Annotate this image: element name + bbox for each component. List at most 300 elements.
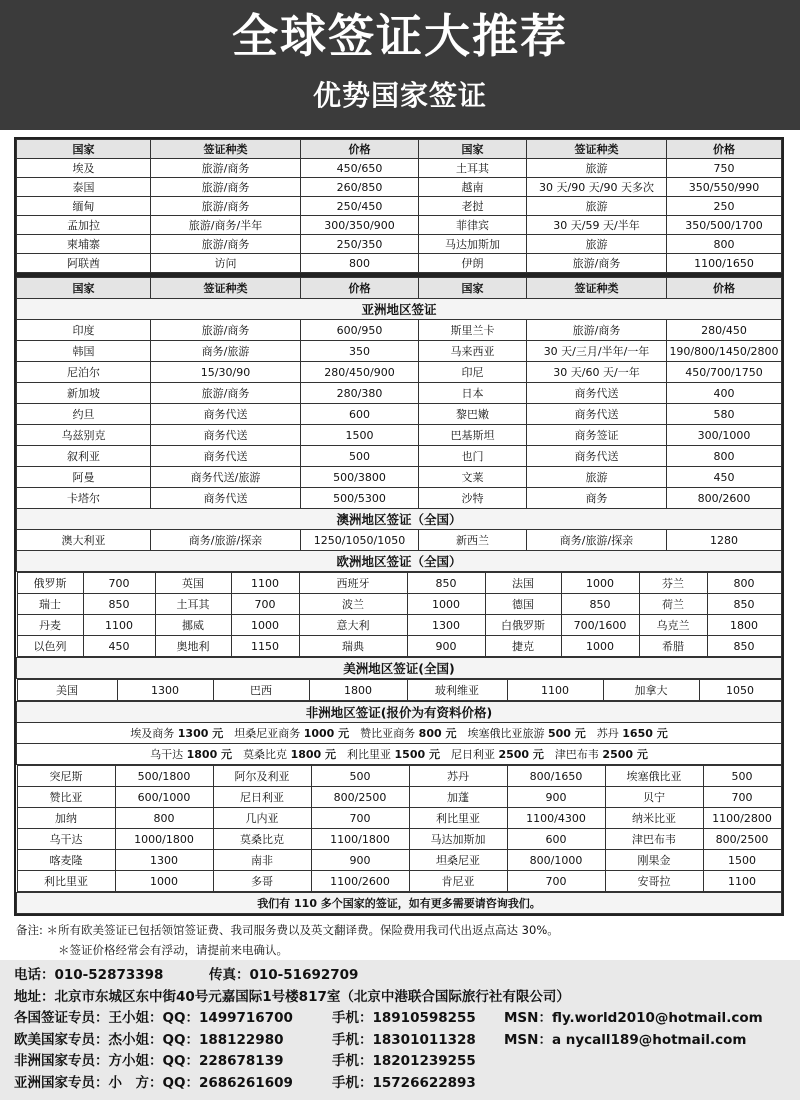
table-row <box>17 235 782 254</box>
table-row <box>17 573 781 594</box>
table-cell: 印尼 <box>419 362 527 383</box>
table-footer-row <box>17 893 782 914</box>
staff-role: 亚洲国家专员：小 方：QQ：2686261609 <box>14 1074 293 1091</box>
table-cell: 1280 <box>667 530 782 551</box>
section-asia-row <box>17 299 782 320</box>
fee-price: 1800 元 <box>186 748 233 761</box>
table-cell: 1100/1650 <box>667 254 782 273</box>
table-cell: 旅游/商务 <box>151 235 301 254</box>
table-cell: 旅游 <box>527 235 667 254</box>
table-row <box>17 425 782 446</box>
table-cell: 450 <box>667 467 782 488</box>
table-cell: 700/1600 <box>561 615 639 636</box>
table-row <box>17 197 782 216</box>
table-cell: 500 <box>311 766 409 787</box>
table-cell: 多哥 <box>213 871 311 892</box>
table-cell: 乌兹别克 <box>17 425 151 446</box>
staff-mobile: 手机：15726622893 <box>332 1074 476 1091</box>
table-cell: 埃及 <box>17 159 151 178</box>
africa-fee-line <box>17 744 782 765</box>
table-cell: 1100/2800 <box>703 808 781 829</box>
nested-row <box>17 572 782 658</box>
table-footer-note: 我们有 110 多个国家的签证，如有更多需要请咨询我们。 <box>17 893 782 914</box>
table-cell: 800/2500 <box>311 787 409 808</box>
fee-price: 2500 元 <box>602 748 648 761</box>
table-cell: 500/1800 <box>115 766 213 787</box>
table-cell: 350/550/990 <box>667 178 782 197</box>
fee-country: 埃塞俄比亚旅游 <box>467 727 548 740</box>
table-cell: 新西兰 <box>419 530 527 551</box>
table-row <box>17 467 782 488</box>
table-cell: 柬埔寨 <box>17 235 151 254</box>
table-cell: 1100/4300 <box>507 808 605 829</box>
table-cell: 900 <box>507 787 605 808</box>
table-cell: 850 <box>561 594 639 615</box>
table-cell: 奥地利 <box>155 636 231 657</box>
nested-cell <box>17 572 782 658</box>
table-cell: 580 <box>667 404 782 425</box>
table-cell: 800 <box>301 254 419 273</box>
table-cell: 坦桑尼亚 <box>409 850 507 871</box>
table-cell: 阿尔及利亚 <box>213 766 311 787</box>
fee-country: 坦桑尼亚商务 <box>234 727 304 740</box>
fee-country: 津巴布韦 <box>554 748 603 761</box>
table-cell: 500/3800 <box>301 467 419 488</box>
table-row <box>17 254 782 273</box>
table-cell: 马来西亚 <box>419 341 527 362</box>
section-europe-row <box>17 551 782 572</box>
table-cell: 俄罗斯 <box>17 573 83 594</box>
table-cell: 希腊 <box>639 636 707 657</box>
table-cell: 尼日利亚 <box>213 787 311 808</box>
table-cell: 1000 <box>561 573 639 594</box>
table-cell: 1050 <box>699 680 781 701</box>
table-cell: 以色列 <box>17 636 83 657</box>
nested-cell <box>17 679 782 702</box>
table-cell: 1250/1050/1050 <box>301 530 419 551</box>
table-cell: 商务代送 <box>527 404 667 425</box>
fee-country: 乌干达 <box>150 748 187 761</box>
table-cell: 30 天/三月/半年/一年 <box>527 341 667 362</box>
table-cell: 越南 <box>419 178 527 197</box>
table-cell: 菲律宾 <box>419 216 527 235</box>
table-row <box>17 159 782 178</box>
table-cell: 阿曼 <box>17 467 151 488</box>
table-cell: 巴西 <box>213 680 309 701</box>
table-row <box>17 178 782 197</box>
table-cell: 喀麦隆 <box>17 850 115 871</box>
table-cell: 450/650 <box>301 159 419 178</box>
table-cell: 15/30/90 <box>151 362 301 383</box>
table-row <box>17 320 782 341</box>
table-cell: 商务/旅游 <box>151 341 301 362</box>
section-america-row <box>17 658 782 679</box>
table-cell: 1000 <box>561 636 639 657</box>
table-cell: 1100 <box>507 680 603 701</box>
table-cell: 丹麦 <box>17 615 83 636</box>
table-cell: 1300 <box>115 850 213 871</box>
table-cell: 300/350/900 <box>301 216 419 235</box>
table-cell: 孟加拉 <box>17 216 151 235</box>
table-cell: 突尼斯 <box>17 766 115 787</box>
table-cell: 文莱 <box>419 467 527 488</box>
table-cell: 日本 <box>419 383 527 404</box>
section-oceania: 澳洲地区签证（全国） <box>17 509 782 530</box>
table-cell: 1300 <box>117 680 213 701</box>
table-cell: 波兰 <box>299 594 407 615</box>
table-cell: 1800 <box>707 615 781 636</box>
fee-country: 赞比亚商务 <box>360 727 419 740</box>
table-cell: 700 <box>507 871 605 892</box>
table-cell: 1500 <box>703 850 781 871</box>
fax: 传真：010-51692709 <box>209 967 359 983</box>
table-cell: 450/700/1750 <box>667 362 782 383</box>
table-cell: 旅游/商务 <box>151 383 301 404</box>
table-cell: 1500 <box>301 425 419 446</box>
table-cell: 意大利 <box>299 615 407 636</box>
column-header: 价格 <box>667 140 782 159</box>
table-cell: 土耳其 <box>155 594 231 615</box>
fee-price: 1650 元 <box>622 727 668 740</box>
table-cell: 巴基斯坦 <box>419 425 527 446</box>
note-1: ＊所有欧美签证已包括领馆签证费、我司服务费以及英文翻译费。保险费用我司代出返点高达 30%。 <box>46 923 559 937</box>
page-title: 全球签证大推荐 <box>232 9 568 63</box>
table-cell: 850 <box>407 573 485 594</box>
table-cell: 700 <box>703 787 781 808</box>
staff-row <box>14 1073 800 1095</box>
table-cell: 30 天/59 天/半年 <box>527 216 667 235</box>
table-cell: 800 <box>667 446 782 467</box>
table-cell: 德国 <box>485 594 561 615</box>
table-cell: 280/380 <box>301 383 419 404</box>
staff-role: 非洲国家专员：方小姐：QQ：228678139 <box>14 1053 284 1069</box>
table-cell: 350 <box>301 341 419 362</box>
table-cell: 商务签证 <box>527 425 667 446</box>
table-cell: 芬兰 <box>639 573 707 594</box>
staff-row <box>14 1008 800 1030</box>
column-header: 价格 <box>667 278 782 299</box>
table-cell: 加纳 <box>17 808 115 829</box>
table-cell: 800 <box>115 808 213 829</box>
table-cell: 商务代送 <box>151 425 301 446</box>
header-banner <box>0 0 800 130</box>
table-cell: 印度 <box>17 320 151 341</box>
table-cell: 安哥拉 <box>605 871 703 892</box>
staff-msn: MSN：fly.world2010@hotmail.com <box>504 1010 763 1026</box>
table-cell: 白俄罗斯 <box>485 615 561 636</box>
table-cell: 850 <box>83 594 155 615</box>
table-cell: 旅游/商务 <box>527 320 667 341</box>
table-cell: 几内亚 <box>213 808 311 829</box>
table-cell: 卡塔尔 <box>17 488 151 509</box>
table-cell: 阿联酋 <box>17 254 151 273</box>
fee-price: 500 元 <box>547 727 586 740</box>
table-cell: 850 <box>707 636 781 657</box>
table-cell: 600/950 <box>301 320 419 341</box>
table-row <box>17 766 781 787</box>
table-cell: 500 <box>301 446 419 467</box>
table-cell: 赞比亚 <box>17 787 115 808</box>
table-header-row <box>17 278 782 299</box>
table-row <box>17 404 782 425</box>
table-cell: 1100/1800 <box>311 829 409 850</box>
table-row <box>17 530 782 551</box>
table-cell: 250/350 <box>301 235 419 254</box>
table-cell: 乌克兰 <box>639 615 707 636</box>
section-europe: 欧洲地区签证（全国） <box>17 551 782 572</box>
table-cell: 老挝 <box>419 197 527 216</box>
table-row <box>17 808 781 829</box>
table-cell: 800/2500 <box>703 829 781 850</box>
column-header: 价格 <box>301 278 419 299</box>
table-cell: 瑞士 <box>17 594 83 615</box>
phone: 电话：010-52873398 <box>14 967 164 983</box>
table-cell: 350/500/1700 <box>667 216 782 235</box>
table-cell: 600 <box>301 404 419 425</box>
table-cell: 缅甸 <box>17 197 151 216</box>
table-cell: 商务代送 <box>527 446 667 467</box>
staff-role: 欧美国家专员：杰小姐：QQ：188122980 <box>14 1031 284 1048</box>
section-africa-row <box>17 702 782 723</box>
table-cell: 900 <box>311 850 409 871</box>
table-cell: 莫桑比克 <box>213 829 311 850</box>
table-cell: 500/5300 <box>301 488 419 509</box>
table-cell: 750 <box>667 159 782 178</box>
table-cell: 旅游/商务 <box>151 159 301 178</box>
table-cell: 泰国 <box>17 178 151 197</box>
table-cell: 旅游/商务/半年 <box>151 216 301 235</box>
fee-price: 1300 元 <box>177 727 224 740</box>
contact-footer <box>0 960 800 1100</box>
table-cell: 利比里亚 <box>409 808 507 829</box>
table-cell: 旅游/商务 <box>151 178 301 197</box>
fee-country: 尼日利亚 <box>450 748 499 761</box>
table-cell: 瑞典 <box>299 636 407 657</box>
nested-row <box>17 765 782 893</box>
table-cell: 250 <box>667 197 782 216</box>
table-cell: 30 天/60 天/一年 <box>527 362 667 383</box>
section-africa: 非洲地区签证(报价为有资料价格) <box>17 702 782 723</box>
table-cell: 700 <box>311 808 409 829</box>
table-cell: 商务代送 <box>527 383 667 404</box>
table-cell: 700 <box>83 573 155 594</box>
table-cell: 800/2600 <box>667 488 782 509</box>
table-cell: 700 <box>231 594 299 615</box>
table-cell: 1000 <box>115 871 213 892</box>
table-row <box>17 680 781 701</box>
table-cell: 450 <box>83 636 155 657</box>
table-cell: 乌干达 <box>17 829 115 850</box>
table-cell: 1100 <box>703 871 781 892</box>
staff-mobile: 手机：18201239255 <box>332 1053 476 1069</box>
table-cell: 280/450/900 <box>301 362 419 383</box>
nested-row <box>17 679 782 702</box>
africa-fee-line <box>17 723 782 744</box>
table-cell: 黎巴嫩 <box>419 404 527 425</box>
table-cell: 1150 <box>231 636 299 657</box>
table-cell: 加蓬 <box>409 787 507 808</box>
section-asia: 亚洲地区签证 <box>17 299 782 320</box>
table-cell: 190/800/1450/2800 <box>667 341 782 362</box>
table-cell: 沙特 <box>419 488 527 509</box>
table-cell: 南非 <box>213 850 311 871</box>
table-cell: 利比里亚 <box>17 871 115 892</box>
column-header: 签证种类 <box>151 278 301 299</box>
africa-fee-row <box>17 744 782 765</box>
table-cell: 1800 <box>309 680 407 701</box>
table-cell: 苏丹 <box>409 766 507 787</box>
staff-msn: MSN：a nycall189@hotmail.com <box>504 1031 747 1048</box>
table-cell: 250/450 <box>301 197 419 216</box>
table-cell: 1000 <box>407 594 485 615</box>
table-cell: 600/1000 <box>115 787 213 808</box>
table-row <box>17 594 781 615</box>
table-cell: 旅游/商务 <box>151 197 301 216</box>
table-row <box>17 216 782 235</box>
column-header: 价格 <box>301 140 419 159</box>
table-cell: 荷兰 <box>639 594 707 615</box>
table-row <box>17 850 781 871</box>
table-row <box>17 615 781 636</box>
table-cell: 捷克 <box>485 636 561 657</box>
table-cell: 新加坡 <box>17 383 151 404</box>
staff-mobile: 手机：18301011328 <box>332 1031 476 1048</box>
fee-country: 埃及商务 <box>130 727 178 740</box>
table-cell: 800 <box>707 573 781 594</box>
notes-label: 备注: <box>16 923 43 937</box>
staff-row <box>14 1051 800 1073</box>
table-cell: 叙利亚 <box>17 446 151 467</box>
table-cell: 挪威 <box>155 615 231 636</box>
fee-price: 2500 元 <box>498 748 544 761</box>
table-cell: 加拿大 <box>603 680 699 701</box>
table-row <box>17 341 782 362</box>
table-cell: 韩国 <box>17 341 151 362</box>
table-cell: 约旦 <box>17 404 151 425</box>
staff-row <box>14 1030 800 1052</box>
staff-role: 各国签证专员：王小姐：QQ：1499716700 <box>14 1010 293 1026</box>
column-header: 签证种类 <box>151 140 301 159</box>
featured-visa-table <box>14 137 784 275</box>
table-row <box>17 829 781 850</box>
table-cell: 英国 <box>155 573 231 594</box>
table-cell: 西班牙 <box>299 573 407 594</box>
section-america: 美洲地区签证(全国) <box>17 658 782 679</box>
table-cell: 旅游 <box>527 197 667 216</box>
address: 地址：北京市东城区东中街40号元嘉国际1号楼817室（北京中港联合国际旅行社有限公司） <box>14 988 570 1005</box>
column-header: 国家 <box>419 278 527 299</box>
table-cell: 也门 <box>419 446 527 467</box>
table-cell: 260/850 <box>301 178 419 197</box>
column-header: 签证种类 <box>527 278 667 299</box>
column-header: 签证种类 <box>527 140 667 159</box>
table-row <box>17 787 781 808</box>
page-subtitle: 优势国家签证 <box>312 79 487 112</box>
table-cell: 300/1000 <box>667 425 782 446</box>
table-cell: 商务/旅游/探亲 <box>527 530 667 551</box>
table-cell: 30 天/90 天/90 天多次 <box>527 178 667 197</box>
table-cell: 900 <box>407 636 485 657</box>
fee-country: 利比里亚 <box>347 748 395 761</box>
table-cell: 1000/1800 <box>115 829 213 850</box>
table-cell: 贝宁 <box>605 787 703 808</box>
section-oceania-row <box>17 509 782 530</box>
notes <box>16 920 786 960</box>
column-header: 国家 <box>419 140 527 159</box>
regional-visa-table <box>14 275 784 916</box>
nested-cell <box>17 765 782 893</box>
africa-fee-row <box>17 723 782 744</box>
fee-price: 1800 元 <box>290 748 337 761</box>
table-row <box>17 488 782 509</box>
table-cell: 旅游 <box>527 467 667 488</box>
table-cell: 1100/2600 <box>311 871 409 892</box>
table-cell: 1000 <box>231 615 299 636</box>
table-cell: 800 <box>667 235 782 254</box>
table-cell: 津巴布韦 <box>605 829 703 850</box>
column-header: 国家 <box>17 140 151 159</box>
table-cell: 马达加斯加 <box>409 829 507 850</box>
table-cell: 尼泊尔 <box>17 362 151 383</box>
table-cell: 纳米比亚 <box>605 808 703 829</box>
table-cell: 法国 <box>485 573 561 594</box>
table-cell: 600 <box>507 829 605 850</box>
table-row <box>17 636 781 657</box>
table-cell: 伊朗 <box>419 254 527 273</box>
fee-price: 1000 元 <box>303 727 350 740</box>
table-cell: 商务/旅游/探亲 <box>151 530 301 551</box>
table-cell: 1300 <box>407 615 485 636</box>
table-cell: 斯里兰卡 <box>419 320 527 341</box>
table-cell: 埃塞俄比亚 <box>605 766 703 787</box>
table-row <box>17 871 781 892</box>
table-cell: 1100 <box>231 573 299 594</box>
table-cell: 商务代送 <box>151 488 301 509</box>
table-cell: 商务代送 <box>151 446 301 467</box>
table-cell: 500 <box>703 766 781 787</box>
table-cell: 商务 <box>527 488 667 509</box>
table-cell: 商务代送 <box>151 404 301 425</box>
fee-price: 800 元 <box>418 727 457 740</box>
table-row <box>17 362 782 383</box>
table-cell: 800/1650 <box>507 766 605 787</box>
table-cell: 850 <box>707 594 781 615</box>
table-cell: 美国 <box>17 680 117 701</box>
table-cell: 旅游/商务 <box>151 320 301 341</box>
fee-price: 1500 元 <box>394 748 440 761</box>
table-cell: 刚果金 <box>605 850 703 871</box>
fee-country: 莫桑比克 <box>243 748 291 761</box>
table-cell: 800/1000 <box>507 850 605 871</box>
table-cell: 马达加斯加 <box>419 235 527 254</box>
staff-mobile: 手机：18910598255 <box>332 1010 476 1026</box>
fee-country: 苏丹 <box>596 727 623 740</box>
table-cell: 商务代送/旅游 <box>151 467 301 488</box>
table-row <box>17 446 782 467</box>
table-cell: 旅游/商务 <box>527 254 667 273</box>
note-2: ＊签证价格经常会有浮动，请提前来电确认。 <box>58 943 288 957</box>
table-cell: 1100 <box>83 615 155 636</box>
table-cell: 澳大利亚 <box>17 530 151 551</box>
table-cell: 土耳其 <box>419 159 527 178</box>
table-cell: 玻利维亚 <box>407 680 507 701</box>
table-cell: 访问 <box>151 254 301 273</box>
column-header: 国家 <box>17 278 151 299</box>
table-cell: 肯尼亚 <box>409 871 507 892</box>
table-cell: 旅游 <box>527 159 667 178</box>
table-row <box>17 383 782 404</box>
table-cell: 400 <box>667 383 782 404</box>
